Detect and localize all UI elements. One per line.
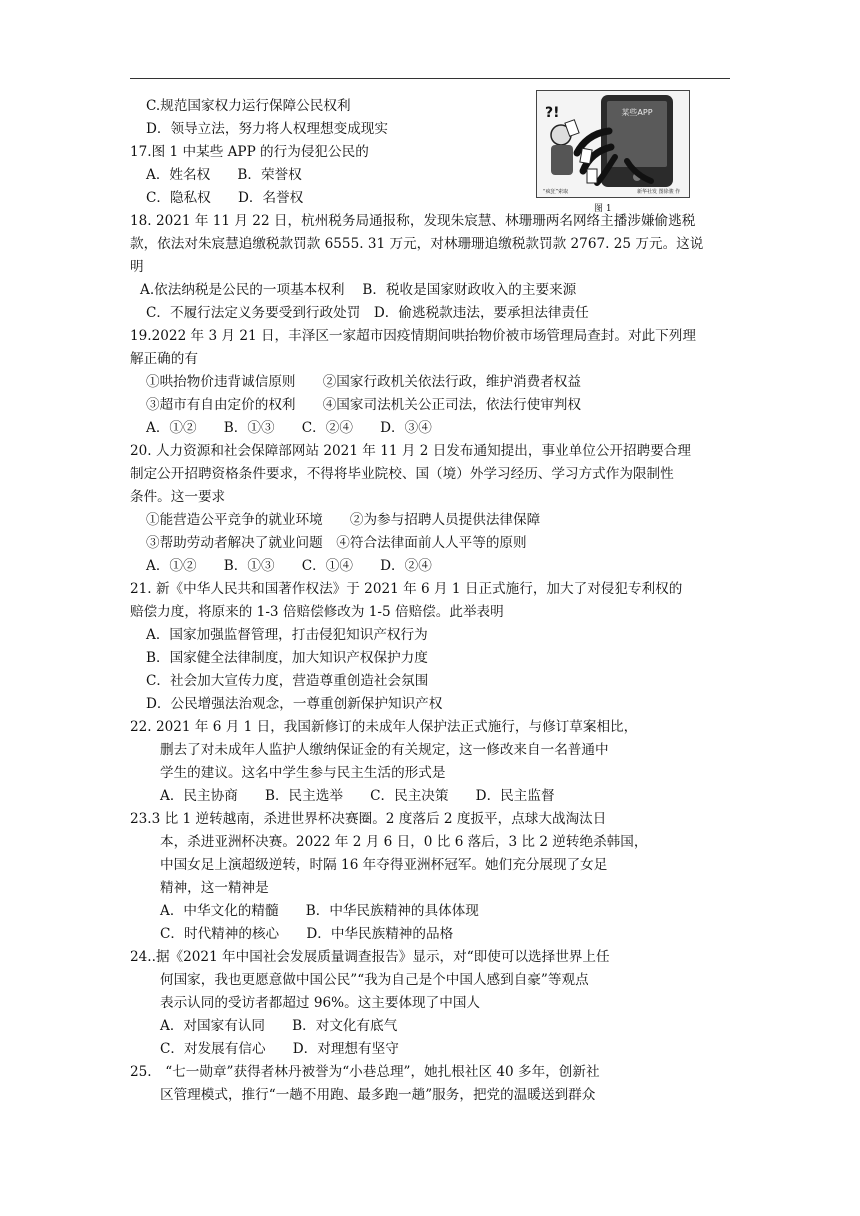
- text-line: ③帮助劳动者解决了就业问题 ④符合法律面前人人平等的原则: [146, 535, 527, 551]
- text-line: 22. 2021 年 6 月 1 日，我国新修订的未成年人保护法正式施行，与修订草案相比，: [130, 719, 638, 735]
- text-line: 精神，这一精神是: [160, 880, 269, 896]
- text-line: 19.2022 年 3 月 21 日，丰泽区一家超市因疫情期间哄抬物价被市场管理局查封。对此下列理: [130, 328, 696, 344]
- text-line: 款，依法对朱宸慧追缴税款罚款 6555. 31 万元，对林珊珊追缴税款罚款 2767. 25 万元。这说: [130, 236, 704, 252]
- text-line: C．时代精神的核心 D．中华民族精神的品格: [160, 926, 454, 942]
- text-line: 删去了对未成年人监护人缴纳保证金的有关规定，这一修改来自一名普通中: [160, 742, 609, 758]
- text-line: 何国家，我也更愿意做中国公民”“我为自己是个中国人感到自豪”等观点: [160, 972, 589, 988]
- text-line: A．①② B．①③ C．①④ D．②④: [146, 558, 432, 574]
- cartoon-illustration: [537, 91, 689, 197]
- text-line: 20. 人力资源和社会保障部网站 2021 年 11 月 2 日发布通知提出，事业单位公开招聘要合理: [130, 443, 691, 459]
- text-line: 25. “七一勋章”获得者林丹被誉为“小巷总理”，她扎根社区 40 多年，创新社: [130, 1064, 600, 1080]
- figure-1-cartoon: [536, 90, 690, 198]
- person-body: [551, 145, 573, 175]
- text-line: 24..据《2021 年中国社会发展质量调查报告》显示，对“即使可以选择世界上任: [130, 949, 610, 965]
- text-line: A．对国家有认同 B．对文化有底气: [160, 1018, 398, 1034]
- text-line: 表示认同的受访者都超过 96%。这主要体现了中国人: [160, 995, 481, 1011]
- header-rule: [130, 78, 730, 79]
- text-line: 学生的建议。这名中学生参与民主生活的形式是: [160, 765, 446, 781]
- text-line: 中国女足上演超级逆转，时隔 16 年夺得亚洲杯冠军。她们充分展现了女足: [160, 857, 608, 873]
- text-line: ③超市有自由定价的权利 ④国家司法机关公正司法，依法行使审判权: [146, 397, 581, 413]
- text-line: C．对发展有信心 D．对理想有坚守: [160, 1041, 399, 1057]
- text-line: 23.3 比 1 逆转越南，杀进世界杯决赛圈。2 度落后 2 度扳平，点球大战淘汰日: [130, 811, 607, 827]
- text-line: C．隐私权 D．名誉权: [146, 190, 304, 206]
- text-line: 21. 新《中华人民共和国著作权法》于 2021 年 6 月 1 日正式施行，加大了对侵犯专利权的: [130, 581, 683, 597]
- text-line: 本，杀进亚洲杯决赛。2022 年 2 月 6 日，0 比 6 落后，3 比 2 逆转绝杀韩国，: [160, 834, 648, 850]
- figure-right-credit: 新华社发 图徐骏 作: [637, 189, 681, 195]
- exclamation-marks: ?!: [545, 105, 560, 121]
- text-line: A．民主协商 B．民主选举 C．民主决策 D．民主监督: [160, 788, 555, 804]
- text-line: A．中华文化的精髓 B．中华民族精神的具体体现: [160, 903, 479, 919]
- text-line: C.规范国家权力运行保障公民权利: [146, 98, 351, 114]
- text-line: D．公民增强法治观念，一尊重创新保护知识产权: [146, 696, 443, 712]
- text-line: A．①② B．①③ C．②④ D．③④: [146, 420, 432, 436]
- text-line: 解正确的有: [130, 351, 198, 367]
- text-line: 18. 2021 年 11 月 22 日，杭州税务局通报称，发现朱宸慧、林珊珊两名网络主播涉嫌偷逃税: [130, 213, 696, 229]
- text-line: C．社会加大宣传力度，营造尊重创造社会氛围: [146, 673, 429, 689]
- phone-screen-label: 某些APP: [621, 108, 653, 117]
- text-line: ①哄抬物价违背诚信原则 ②国家行政机关依法行政，维护消费者权益: [146, 374, 581, 390]
- text-line: A．姓名权 B．荣誉权: [146, 167, 302, 183]
- text-line: D．领导立法，努力将人权理想变成现实: [146, 121, 388, 137]
- text-line: 赔偿力度，将原来的 1-3 倍赔偿修改为 1-5 倍赔偿。此举表明: [130, 604, 504, 620]
- figure-caption: 图 1: [594, 204, 612, 214]
- text-line: 明: [130, 259, 144, 275]
- text-line: 制定公开招聘资格条件要求，不得将毕业院校、国（境）外学习经历、学习方式作为限制性: [130, 466, 674, 482]
- text-line: 17.图 1 中某些 APP 的行为侵犯公民的: [130, 144, 369, 160]
- text-line: A.依法纳税是公民的一项基本权利 B．税收是国家财政收入的主要来源: [140, 282, 577, 298]
- text-line: A．国家加强监督管理，打击侵犯知识产权行为: [146, 627, 428, 643]
- text-line: B．国家健全法律制度，加大知识产权保护力度: [146, 650, 428, 666]
- text-line: C．不履行法定义务要受到行政处罚 D．偷逃税款违法，要承担法律责任: [146, 305, 589, 321]
- text-line: 条件。这一要求: [130, 489, 226, 505]
- text-line: 区管理模式，推行“一趟不用跑、最多跑一趟”服务，把党的温暖送到群众: [160, 1087, 596, 1103]
- figure-left-credit: “疯狂”索取: [543, 189, 569, 195]
- text-line: ①能营造公平竞争的就业环境 ②为参与招聘人员提供法律保障: [146, 512, 541, 528]
